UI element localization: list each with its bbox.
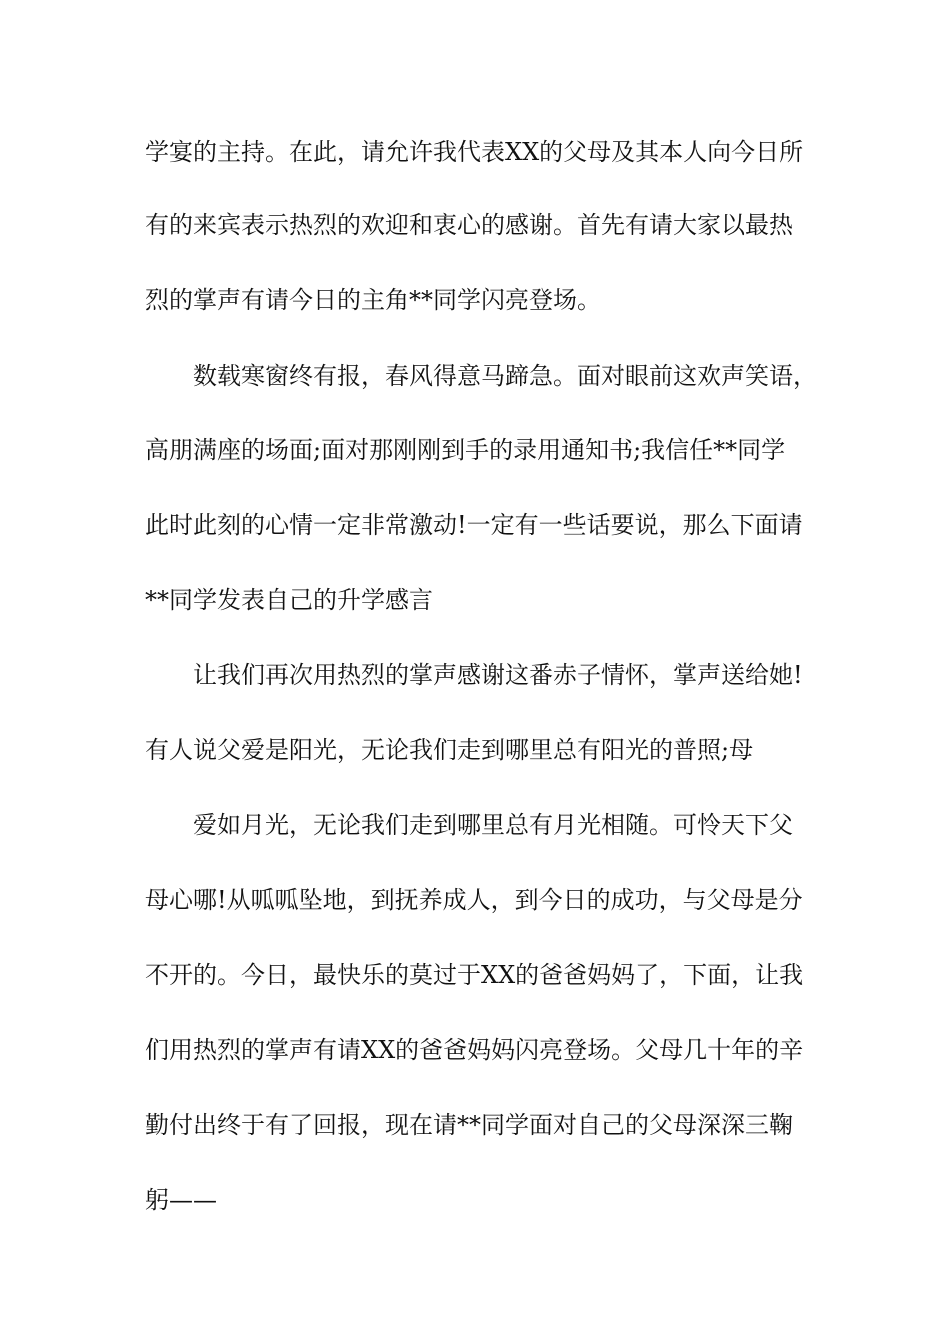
text-line: 勤付出终于有了回报，现在请**同学面对自己的父母深深三鞠 [145, 1111, 793, 1139]
text-line: 高朋满座的场面;面对那刚刚到手的录用通知书;我信任**同学 [145, 436, 786, 464]
text-line: 此时此刻的心情一定非常激动!一定有一些话要说，那么下面请 [145, 511, 803, 539]
text-line: 烈的掌声有请今日的主角**同学闪亮登场。 [145, 286, 601, 314]
text-line: 们用热烈的掌声有请XX的爸爸妈妈闪亮登场。父母几十年的辛 [145, 1036, 804, 1064]
text-line: 让我们再次用热烈的掌声感谢这番赤子情怀，掌声送给她! [193, 661, 803, 689]
text-line: 躬—— [145, 1186, 217, 1214]
text-line: 有的来宾表示热烈的欢迎和衷心的感谢。首先有请大家以最热 [145, 211, 793, 239]
text-line: 学宴的主持。在此，请允许我代表XX的父母及其本人向今日所 [145, 138, 804, 166]
text-line: 不开的。今日，最快乐的莫过于XX的爸爸妈妈了，下面，让我 [145, 961, 804, 989]
text-line: 爱如月光，无论我们走到哪里总有月光相随。可怜天下父 [193, 811, 793, 839]
text-line: 数载寒窗终有报，春风得意马蹄急。面对眼前这欢声笑语， [193, 362, 817, 390]
text-line: 母心哪!从呱呱坠地，到抚养成人，到今日的成功，与父母是分 [145, 886, 803, 914]
text-line: **同学发表自己的升学感言 [145, 586, 433, 614]
text-line: 有人说父爱是阳光，无论我们走到哪里总有阳光的普照;母 [145, 736, 754, 764]
